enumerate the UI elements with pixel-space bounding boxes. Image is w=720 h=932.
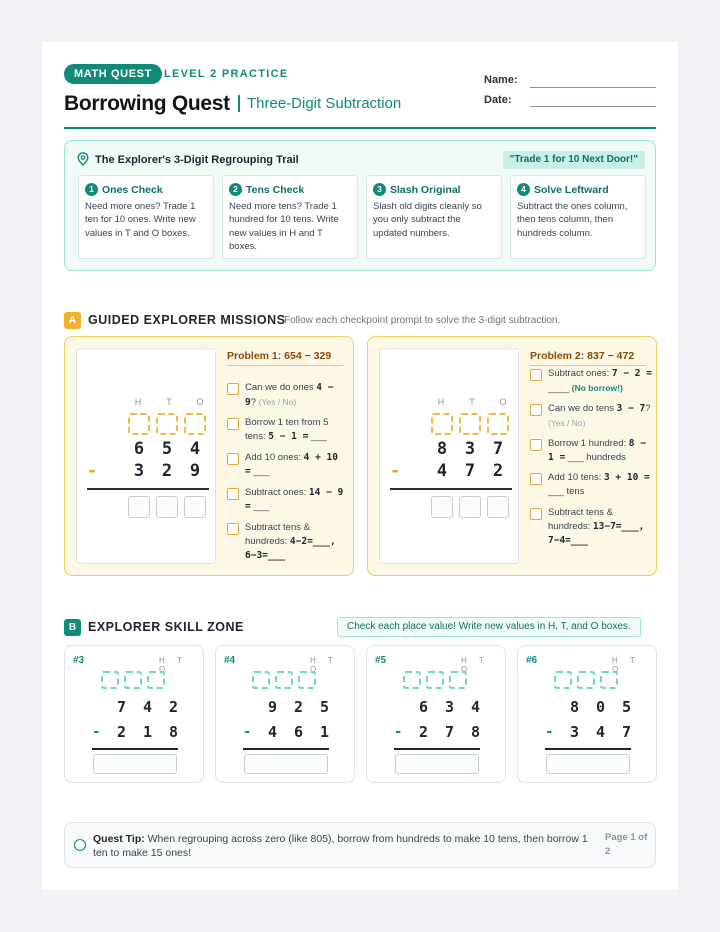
checkbox[interactable]: [227, 523, 239, 535]
prompt-text: Add 10 tens:: [548, 472, 604, 483]
expression: 4−2=___, 6−3=___: [245, 536, 336, 561]
digit: 3: [133, 461, 145, 481]
answer-box-tens[interactable]: [156, 496, 178, 518]
trail-step-ones-check: [78, 175, 214, 259]
expression: 13−7=___, 7−4=___: [548, 521, 645, 546]
skill-card-4: [215, 645, 355, 783]
regroup-box-ones[interactable]: [600, 671, 618, 689]
digit: 9: [267, 698, 278, 716]
digit: 5: [319, 698, 330, 716]
section-b-title: EXPLORER SKILL ZONE: [88, 620, 244, 634]
answer-box-tens[interactable]: [459, 496, 481, 518]
digit: 7: [492, 439, 504, 459]
place-value-labels: H T O: [612, 656, 640, 674]
answer-line: [92, 748, 178, 750]
problem-number: #3: [73, 655, 85, 666]
step-title: Solve Leftward: [534, 183, 609, 196]
page-title: Borrowing Quest: [64, 92, 230, 115]
worksheet-page: [42, 42, 678, 890]
regroup-box-tens[interactable]: [577, 671, 595, 689]
hundreds-label: H: [437, 397, 445, 407]
ones-label: O: [499, 397, 507, 407]
digit: 4: [470, 698, 481, 716]
step-number: 2: [229, 183, 242, 196]
digit: 1: [142, 723, 153, 741]
minus-sign: -: [243, 724, 252, 740]
subtrahend: [111, 723, 184, 741]
regroup-box-hundreds[interactable]: [128, 413, 150, 435]
prompt-text: Subtract ones:: [245, 487, 309, 498]
step-body: Need more ones? Trade 1 ten for 10 ones. Write new values in T and O boxes.: [85, 201, 196, 239]
minus-sign: -: [394, 724, 403, 740]
regroup-box-ones[interactable]: [449, 671, 467, 689]
answer-hint: (Yes / No): [548, 418, 586, 428]
answer-box-hundreds[interactable]: [431, 496, 453, 518]
digit: 4: [142, 698, 153, 716]
map-pin-icon: [77, 152, 89, 166]
regroup-box-hundreds[interactable]: [403, 671, 421, 689]
step-body: Slash old digits cleanly so you only subtract the updated numbers.: [373, 201, 482, 239]
compass-icon: [74, 839, 86, 851]
expression: 14 − 9 =: [245, 487, 344, 512]
digit: 8: [569, 698, 580, 716]
step-body: Need more tens? Trade 1 hundred for 10 tens. Write new values in H and T boxes.: [229, 201, 339, 252]
step-title: Slash Original: [390, 183, 461, 196]
tens-label: T: [469, 397, 475, 407]
skill-card-5: [366, 645, 506, 783]
answer-box-hundreds[interactable]: [128, 496, 150, 518]
section-a-note: Follow each checkpoint prompt to solve the 3-digit subtraction.: [284, 315, 561, 326]
regroup-box-tens[interactable]: [156, 413, 178, 435]
digit: 6: [293, 723, 304, 741]
trail-title: The Explorer's 3-Digit Regrouping Trail: [95, 154, 299, 166]
regrouping-trail-box: [64, 140, 656, 271]
checkbox[interactable]: [530, 508, 542, 520]
mission-problem-2: [367, 336, 657, 576]
step-title: Ones Check: [102, 183, 163, 196]
answer-line: [545, 748, 631, 750]
subtrahend: [431, 461, 509, 481]
place-value-labels: [431, 397, 513, 407]
minus-sign: -: [87, 461, 98, 481]
tip-body: When regrouping across zero (like 805), borrow from hundreds to make 10 tens, then borrow 1 ten to make 15 ones!: [93, 833, 588, 859]
quest-tip-box: [64, 822, 656, 868]
answer-box[interactable]: [395, 754, 479, 774]
tens-label: T: [166, 397, 172, 407]
step-body: Subtract the ones column, then tens column, then hundreds column.: [517, 201, 628, 239]
prompt-text: Subtract tens & hundreds:: [548, 507, 613, 532]
answer-blank: ___ hundreds: [565, 452, 626, 463]
checkbox[interactable]: [530, 404, 542, 416]
minuend: [111, 698, 184, 716]
prompt-text: Subtract tens & hundreds:: [245, 522, 310, 547]
regroup-box-hundreds[interactable]: [252, 671, 270, 689]
minus-sign: -: [390, 461, 401, 481]
header-divider: [64, 127, 656, 129]
place-value-labels: H T O: [159, 656, 187, 674]
problem-title: Problem 1: 654 − 329: [227, 350, 343, 366]
digit: 8: [470, 723, 481, 741]
digit: 4: [436, 461, 448, 481]
digit: 5: [161, 439, 173, 459]
digit: 4: [267, 723, 278, 741]
digit: 2: [168, 698, 179, 716]
mission-problem-1: [64, 336, 354, 576]
regroup-boxes: [128, 413, 206, 435]
expression: 7 − 2 =: [611, 368, 652, 379]
digit: 4: [189, 439, 201, 459]
digit: 7: [444, 723, 455, 741]
digit: 4: [595, 723, 606, 741]
trail-motto: "Trade 1 for 10 Next Door!": [503, 151, 645, 169]
digit: 8: [436, 439, 448, 459]
page-subtitle: Three-Digit Subtraction: [238, 95, 401, 112]
answer-box[interactable]: [93, 754, 177, 774]
minus-sign: -: [545, 724, 554, 740]
worksheet-header: [64, 64, 656, 130]
regroup-boxes: [101, 671, 165, 689]
answer-blank: ___: [250, 466, 270, 477]
digit: 3: [569, 723, 580, 741]
name-label: Name:: [484, 74, 518, 86]
work-area: [379, 348, 519, 564]
no-borrow-note: (No borrow!): [571, 383, 623, 393]
answer-blank: ___: [250, 501, 270, 512]
regroup-box-tens[interactable]: [426, 671, 444, 689]
expression: 3 + 10 =: [603, 472, 650, 483]
regroup-box-hundreds[interactable]: [431, 413, 453, 435]
minus-sign: -: [92, 724, 101, 740]
regroup-box-hundreds[interactable]: [554, 671, 572, 689]
subtrahend: [262, 723, 335, 741]
expression: 4 − 9: [245, 382, 334, 408]
digit: 0: [595, 698, 606, 716]
step-title: Tens Check: [246, 183, 305, 196]
digit: 8: [168, 723, 179, 741]
prompt-text: Can we do ones: [245, 382, 317, 393]
answer-line: [243, 748, 329, 750]
digit: 7: [621, 723, 632, 741]
problem-number: #6: [526, 655, 538, 666]
minuend: [564, 698, 637, 716]
digit: 2: [492, 461, 504, 481]
regroup-box-tens[interactable]: [124, 671, 142, 689]
regroup-box-ones[interactable]: [298, 671, 316, 689]
tip-label: Quest Tip:: [93, 833, 145, 845]
regroup-boxes: [252, 671, 316, 689]
level-label: LEVEL 2 PRACTICE: [164, 68, 289, 80]
subtrahend: [413, 723, 486, 741]
section-b-badge: B: [64, 619, 81, 636]
prompt-text: Can we do tens: [548, 403, 617, 414]
digit: 7: [116, 698, 127, 716]
regroup-box-tens[interactable]: [459, 413, 481, 435]
name-field[interactable]: [530, 87, 656, 88]
regroup-box-hundreds[interactable]: [101, 671, 119, 689]
minuend: [262, 698, 335, 716]
digit: 2: [161, 461, 173, 481]
place-value-labels: H T O: [461, 656, 489, 674]
digit: 6: [418, 698, 429, 716]
hundreds-label: H: [134, 397, 142, 407]
date-field[interactable]: [530, 106, 656, 107]
answer-blank: ___ tens: [548, 486, 585, 497]
checkbox[interactable]: [227, 453, 239, 465]
date-label: Date:: [484, 94, 512, 106]
answer-box-ones[interactable]: [487, 496, 509, 518]
checkbox[interactable]: [530, 439, 542, 451]
problem-title: Problem 2: 837 − 472: [530, 350, 646, 366]
math-quest-tag: MATH QUEST: [64, 64, 162, 84]
section-a-title: GUIDED EXPLORER MISSIONS: [88, 313, 286, 327]
answer-boxes: [128, 496, 206, 518]
regroup-box-ones[interactable]: [147, 671, 165, 689]
digit: 1: [319, 723, 330, 741]
prompt-text: Borrow 1 hundred:: [548, 438, 629, 449]
expression: 4 + 10 =: [245, 452, 338, 477]
regroup-box-ones[interactable]: [184, 413, 206, 435]
step-number: 1: [85, 183, 98, 196]
skill-card-6: [517, 645, 657, 783]
digit: 2: [418, 723, 429, 741]
digit: 2: [293, 698, 304, 716]
answer-line: [87, 488, 209, 490]
digit: 2: [116, 723, 127, 741]
quest-tip-text: [93, 832, 601, 860]
digit: 3: [464, 439, 476, 459]
subtrahend: [128, 461, 206, 481]
digit: 3: [444, 698, 455, 716]
problem-number: #4: [224, 655, 236, 666]
regroup-box-ones[interactable]: [487, 413, 509, 435]
prompt-text: ?: [645, 403, 651, 414]
expression: 8 − 1 =: [548, 438, 646, 463]
ones-label: O: [196, 397, 204, 407]
answer-boxes: [431, 496, 509, 518]
section-a-badge: A: [64, 312, 81, 329]
expression: 5 − 1 =: [268, 431, 309, 442]
prompt-text: ?: [250, 397, 257, 408]
answer-box[interactable]: [244, 754, 328, 774]
trail-step-slash-original: [366, 175, 502, 259]
subtrahend: [564, 723, 637, 741]
place-value-labels: H T O: [310, 656, 338, 674]
checkbox[interactable]: [227, 383, 239, 395]
step-number: 4: [517, 183, 530, 196]
regroup-box-tens[interactable]: [275, 671, 293, 689]
step-number: 3: [373, 183, 386, 196]
answer-line: [394, 748, 480, 750]
prompt-text: Subtract ones:: [548, 368, 612, 379]
digit: 7: [464, 461, 476, 481]
answer-blank: ___: [308, 431, 327, 442]
section-b-note: Check each place value! Write new values in H, T, and O boxes.: [337, 617, 641, 637]
regroup-boxes: [403, 671, 467, 689]
regroup-boxes: [431, 413, 509, 435]
answer-box[interactable]: [546, 754, 630, 774]
page-number: Page 1 of 2: [605, 832, 648, 857]
minuend: [431, 439, 509, 459]
checkbox[interactable]: [227, 418, 239, 430]
checkbox[interactable]: [530, 473, 542, 485]
problem-number: #5: [375, 655, 387, 666]
checkbox[interactable]: [227, 488, 239, 500]
answer-hint: (Yes / No): [258, 397, 297, 407]
digit: 6: [133, 439, 145, 459]
expression: 3 − 7: [616, 403, 646, 414]
place-value-labels: [128, 397, 210, 407]
answer-blank: ____: [548, 383, 572, 394]
skill-card-3: [64, 645, 204, 783]
regroup-boxes: [554, 671, 618, 689]
minuend: [128, 439, 206, 459]
checkbox[interactable]: [530, 369, 542, 381]
answer-line: [390, 488, 512, 490]
prompt-text: Borrow 1 ten from 5 tens:: [245, 417, 329, 442]
prompt-text: Add 10 ones:: [245, 452, 304, 463]
trail-step-solve-leftward: [510, 175, 646, 259]
digit: 9: [189, 461, 201, 481]
digit: 5: [621, 698, 632, 716]
work-area: [76, 348, 216, 564]
minuend: [413, 698, 486, 716]
answer-box-ones[interactable]: [184, 496, 206, 518]
trail-step-tens-check: [222, 175, 358, 259]
